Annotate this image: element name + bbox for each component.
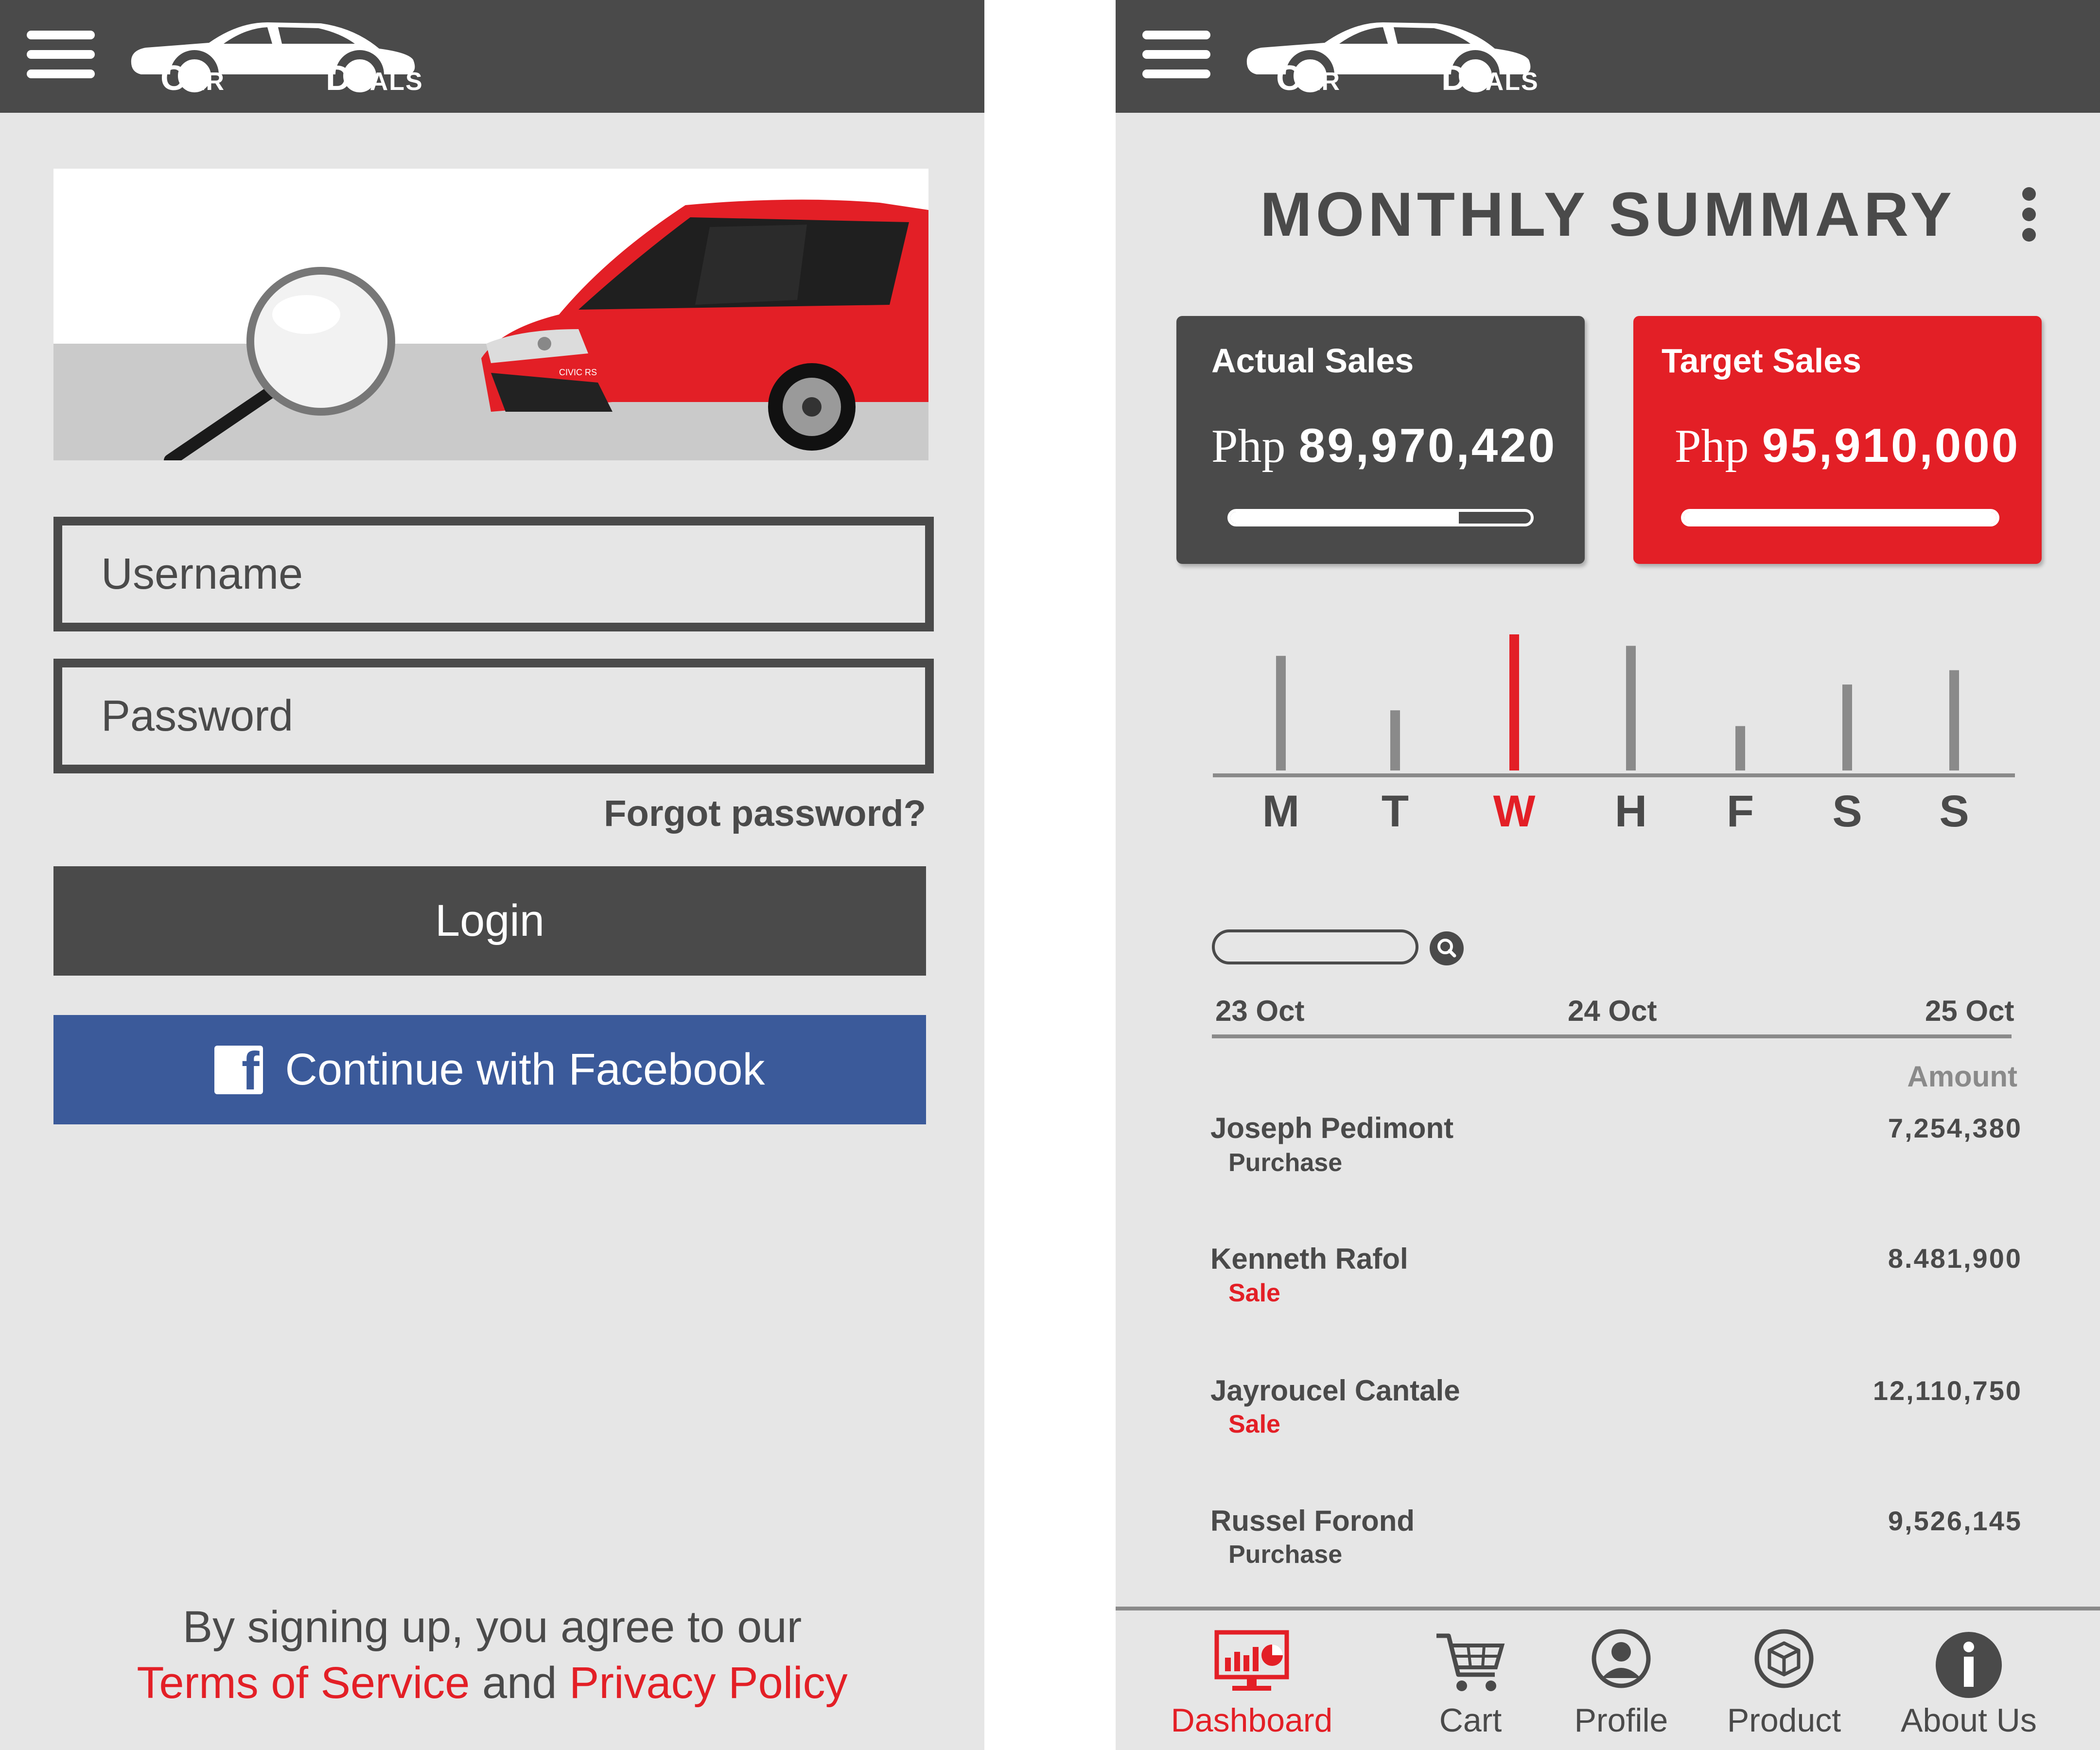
page-title: MONTHLY SUMMARY: [1260, 180, 1956, 249]
chart-day-label-5: F: [1726, 787, 1754, 836]
dashboard-screen: [1116, 0, 2100, 1750]
dashboard-icon: [1213, 1628, 1291, 1697]
chart-bar-5: [1735, 726, 1745, 770]
actual-sales-card: [1176, 316, 1585, 564]
nav-product[interactable]: [1711, 1624, 1857, 1750]
transaction-name: Kenneth Rafol: [1210, 1242, 1408, 1275]
target-sales-value: Php 95,910,000: [1675, 419, 2020, 472]
target-sales-label: Target Sales: [1662, 342, 1862, 380]
target-sales-progress: [1681, 509, 1999, 526]
facebook-button-label: Continue with Facebook: [285, 1045, 765, 1094]
logo-deals-text: EALS: [352, 68, 423, 96]
logo-car-text: AR: [187, 68, 226, 96]
forgot-password-link[interactable]: Forgot password?: [604, 793, 926, 834]
chart-day-label-1: M: [1262, 787, 1300, 836]
transaction-name: Russel Forond: [1210, 1505, 1415, 1537]
username-field[interactable]: [53, 517, 934, 631]
password-field[interactable]: [53, 659, 934, 773]
terms-and-text: and: [470, 1658, 570, 1708]
transaction-amount: 8.481,900: [1888, 1243, 2022, 1274]
chart-day-label-6: S: [1832, 787, 1862, 836]
login-button-label: Login: [435, 896, 545, 945]
transaction-name: Joseph Pedimont: [1210, 1112, 1454, 1144]
search-icon[interactable]: [1430, 931, 1464, 965]
chart-bar-6: [1842, 684, 1852, 770]
transaction-type: Purchase: [1228, 1149, 1343, 1177]
password-input[interactable]: [62, 667, 925, 765]
login-button[interactable]: [53, 866, 926, 976]
transaction-name: Jayroucel Cantale: [1210, 1374, 1460, 1407]
product-icon: [1745, 1628, 1823, 1697]
terms-of-service-link[interactable]: Terms of Service: [137, 1658, 470, 1708]
nav-dashboard[interactable]: [1162, 1624, 1342, 1750]
cart-icon: [1432, 1628, 1509, 1697]
nav-cart[interactable]: [1417, 1624, 1524, 1750]
top-bar: [0, 0, 984, 113]
terms-line1: By signing up, you agree to our: [182, 1602, 802, 1652]
more-options-icon[interactable]: [2022, 187, 2037, 241]
date-divider: [1212, 1034, 2012, 1038]
date-tab-24-oct[interactable]: 24 Oct: [1568, 995, 1657, 1027]
username-input[interactable]: [62, 525, 925, 623]
nav-profile-label: Profile: [1574, 1702, 1668, 1739]
car-deals-logo: CAR DEALS: [1242, 14, 1573, 106]
actual-sales-progress: [1227, 509, 1534, 526]
top-bar: [1116, 0, 2100, 113]
info-icon: [1930, 1628, 2008, 1701]
menu-icon[interactable]: [27, 27, 100, 83]
transaction-type: Sale: [1228, 1279, 1280, 1307]
transaction-type: Purchase: [1228, 1540, 1343, 1569]
amount-column-header: Amount: [1907, 1060, 2017, 1093]
chart-bar-1: [1276, 656, 1286, 770]
chart-bar-2: [1390, 710, 1400, 770]
menu-icon[interactable]: [1142, 27, 1215, 83]
chart-day-label-2: T: [1381, 787, 1409, 836]
nav-cart-label: Cart: [1439, 1702, 1502, 1739]
terms-text: [0, 1599, 984, 1711]
car-deals-logo: CAR DEALS: [126, 14, 457, 106]
transaction-amount: 7,254,380: [1888, 1113, 2022, 1143]
transaction-amount: 9,526,145: [1888, 1505, 2022, 1536]
actual-sales-value: Php 89,970,420: [1211, 419, 1557, 472]
nav-dashboard-label: Dashboard: [1171, 1702, 1333, 1739]
nav-profile[interactable]: [1558, 1624, 1684, 1750]
actual-sales-label: Actual Sales: [1211, 342, 1414, 380]
facebook-icon: f: [214, 1046, 263, 1094]
chart-day-label-3: W: [1493, 787, 1536, 836]
profile-icon: [1582, 1628, 1660, 1697]
bottom-nav-divider: [1116, 1607, 2100, 1610]
date-tab-25-oct[interactable]: 25 Oct: [1925, 995, 2014, 1027]
chart-bar-7: [1949, 670, 1959, 770]
privacy-policy-link[interactable]: Privacy Policy: [569, 1658, 848, 1708]
nav-product-label: Product: [1727, 1702, 1841, 1739]
chart-bar-3: [1509, 634, 1519, 770]
date-tab-23-oct[interactable]: 23 Oct: [1215, 995, 1305, 1027]
chart-day-label-4: H: [1614, 787, 1647, 836]
nav-about-us-label: About Us: [1901, 1702, 2037, 1739]
date-search-input[interactable]: [1212, 929, 1418, 964]
car-badge-text: CIVIC RS: [559, 368, 597, 377]
nav-about-us[interactable]: [1891, 1624, 2047, 1750]
target-sales-card: [1633, 316, 2042, 564]
chart-day-label-7: S: [1939, 787, 1969, 836]
hero-banner: [53, 169, 928, 460]
login-screen: [0, 0, 984, 1750]
transaction-type: Sale: [1228, 1410, 1280, 1438]
chart-bar-4: [1626, 646, 1636, 770]
facebook-login-button[interactable]: [53, 1015, 926, 1124]
weekly-sales-chart: [1213, 627, 2015, 846]
transaction-amount: 12,110,750: [1872, 1375, 2022, 1406]
